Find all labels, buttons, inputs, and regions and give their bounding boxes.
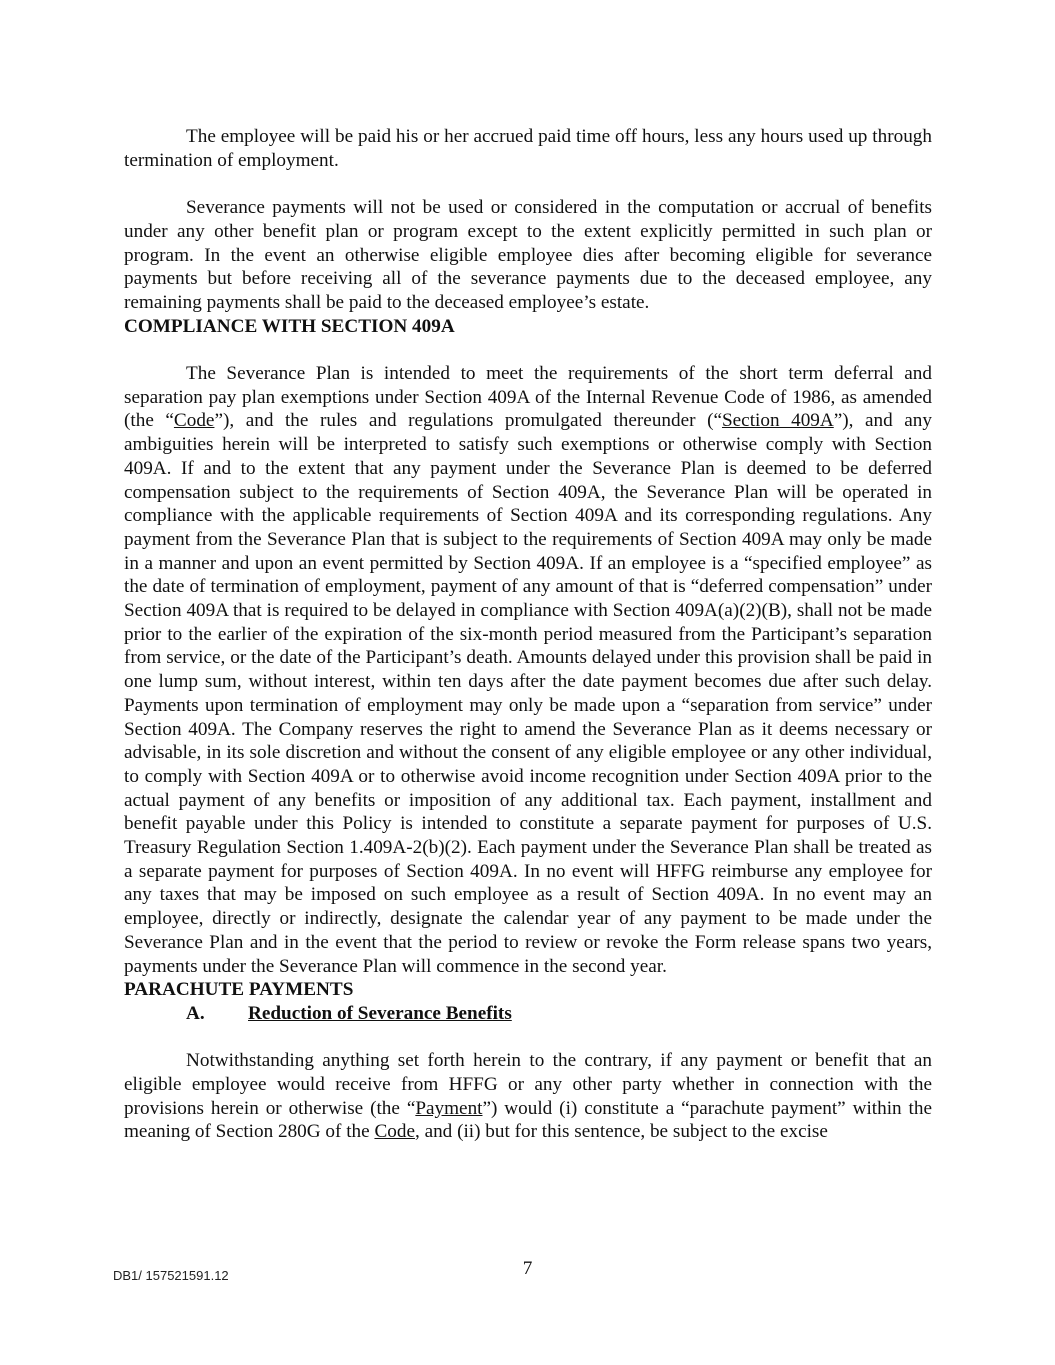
text-run: ”), and the rules and regulations promulgated thereunder (“ bbox=[214, 410, 722, 432]
paragraph-severance-computation: Severance payments will not be used or considered in the computation or accrual of benefits under any other benefit plan or program except to the extent explicitly permitted in such plan or program. In the event an otherwise eligible employee dies after becoming eligible for severance payments but before receiving all of the severance payments due to the deceased employee, any remaining payments shall be paid to the deceased employee’s estate. bbox=[124, 197, 932, 313]
defined-term-payment: Payment bbox=[415, 1097, 483, 1119]
text-run: ”), and any ambiguities herein will be interpreted to satisfy such exemptions or otherwise comply with Section 409A. If and to the extent that any payment under the Severance Plan is deemed to be deferred compensation subject to the requirements of Section 409A, the Severance Plan will be operated in compliance with the applicable requirements of Section 409A and its corresponding regulations. Any payment from the Severance Plan that is subject to the requirements of Section 409A may only be made in a manner and upon an event permitted by Section 409A. If an employee is a “specified employee” as the date of termination of employment, payment of any amount of that is “deferred compensation” under Section 409A that is required to be delayed in compliance with Section 409A(a)(2)(B), shall not be made prior to the earlier of the expiration of the six-month period measured from the Participant’s separation from service, or the date of the Participant’s death. Amounts delayed under this provision shall be paid in one lump sum, without interest, within ten days after the date payment becomes due after such delay. Payments upon termination of employment may only be made upon a “separation from service” under Section 409A. The Company reserves the right to amend the Severance Plan as it deems necessary or advisable, in its sole discretion and without the consent of any eligible employee or any other individual, to comply with Section 409A or to otherwise avoid income recognition under Section 409A prior to the actual payment of any benefits or imposition of any additional tax. Each payment, installment and benefit payable under this Policy is intended to constitute a separate payment for purposes of U.S. Treasury Regulation Section 1.409A-2(b)(2). Each payment under the Severance Plan shall be treated as a separate payment for purposes of Section 409A. In no event will HFFG reimburse any employee for any taxes that may be imposed on such employee as a result of Section 409A. In no event may an employee, directly or indirectly, designate the calendar year of any payment to be made under the Severance Plan and in the event that the period to review or revoke the Form release spans two years, payments under the Severance Plan will commence in the second year. bbox=[124, 410, 932, 977]
heading-compliance-409a: COMPLIANCE WITH SECTION 409A bbox=[124, 315, 455, 337]
paragraph-accrued-pto: The employee will be paid his or her accrued paid time off hours, less any hours used up through termination of employment. bbox=[124, 126, 932, 171]
page-number-container bbox=[0, 1257, 1055, 1281]
paragraph-parachute bbox=[124, 1049, 932, 1144]
page-number: 7 bbox=[522, 1258, 533, 1279]
footer-document-id: DB1/ 157521591.12 bbox=[113, 1268, 229, 1283]
subheading-reduction bbox=[124, 1002, 932, 1026]
paragraph-409a-compliance bbox=[124, 362, 932, 978]
text-run: Notwithstanding anything set forth herein to the contrary, if any payment or benefit that an eligible employee would receive from HFFG or any other party whether in connection with the provisions herein or otherwise (the “ bbox=[124, 1050, 932, 1119]
text-run: The Severance Plan is intended to meet the requirements of the short term deferral and separation pay plan exemptions under Section 409A of the Internal Revenue Code of 1986, as amended (the “ bbox=[124, 363, 932, 432]
defined-term-section-409a: Section 409A bbox=[721, 410, 834, 432]
defined-term-code: Code bbox=[374, 1121, 415, 1143]
page-content bbox=[124, 125, 932, 1144]
subheading-title: Reduction of Severance Benefits bbox=[248, 1002, 512, 1024]
heading-parachute-payments: PARACHUTE PAYMENTS bbox=[124, 979, 354, 1001]
text-run: , and (ii) but for this sentence, be subject to the excise bbox=[414, 1121, 828, 1143]
defined-term-code: Code bbox=[173, 410, 215, 432]
subheading-letter: A. bbox=[186, 1002, 205, 1024]
text-run: ”) would (i) constitute a “parachute payment” within the meaning of Section 280G of the bbox=[124, 1097, 932, 1143]
